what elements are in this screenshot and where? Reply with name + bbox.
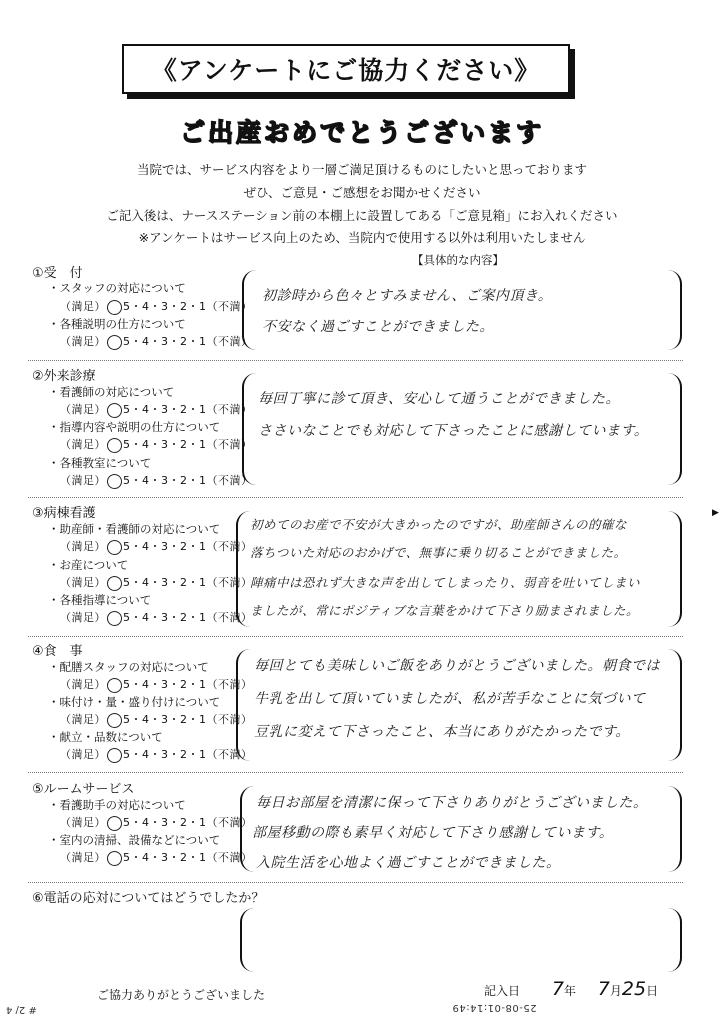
date-day: 25 <box>621 978 647 1000</box>
rating-scale <box>60 574 253 591</box>
scale-values: 5・4・3・2・1 <box>123 816 207 829</box>
intro-line-3: ご記入後は、ナースステーション前の本棚上に設置してある「ご意見箱」にお入れください <box>106 208 618 223</box>
scale-unsatisfied-label: （不満） <box>206 403 253 416</box>
date-month-unit: 月 <box>609 984 622 998</box>
scale-unsatisfied-label: （不満） <box>206 300 253 313</box>
rating-scale <box>60 298 253 315</box>
rating-mark <box>106 299 123 316</box>
section-title-meals: ④食 事 <box>32 644 83 659</box>
congratulations-heading: ご出産おめでとうございます <box>179 118 544 147</box>
comment-header: 【具体的な内容】 <box>412 253 504 267</box>
entry-date <box>484 978 658 1000</box>
handwritten-comment-line: ささいなことでも対応して下さったことに感謝しています。 <box>258 423 649 439</box>
item-guidance-explanation: ・指導内容や説明の仕方について <box>48 420 221 434</box>
item-nursing-assistant: ・看護助手の対応について <box>48 798 186 812</box>
rating-mark <box>106 677 123 694</box>
scale-satisfied-label: （満足） <box>60 713 106 726</box>
thank-you-message: ご協力ありがとうございました <box>97 988 266 1002</box>
date-month: 7 <box>597 978 610 1000</box>
scale-values: 5・4・3・2・1 <box>123 851 207 864</box>
item-delivery: ・お産について <box>48 558 129 572</box>
scale-unsatisfied-label: （不満） <box>206 540 253 553</box>
rating-scale <box>60 849 253 866</box>
rating-scale <box>60 609 253 626</box>
date-year: 7 <box>551 978 564 1000</box>
scale-values: 5・4・3・2・1 <box>123 540 207 553</box>
item-staff-response: ・スタッフの対応について <box>48 281 186 295</box>
rating-scale <box>60 472 253 489</box>
handwritten-comment-line: 不安なく過ごすことができました。 <box>262 319 494 335</box>
rating-mark <box>106 437 123 454</box>
scale-satisfied-label: （満足） <box>60 300 106 313</box>
handwritten-comment-line: 毎回丁寧に診て頂き、安心して通うことができました。 <box>258 391 620 407</box>
handwritten-comment-line: 毎回とても美味しいご飯をありがとうございました。朝食では <box>254 658 660 674</box>
handwritten-comment-line: 入院生活を心地よく過ごすことができました。 <box>256 855 561 871</box>
scale-values: 5・4・3・2・1 <box>123 611 207 624</box>
handwritten-comment-line: ましたが、常にポジティブな言葉をかけて下さり励まされました。 <box>250 603 640 618</box>
scale-satisfied-label: （満足） <box>60 403 106 416</box>
fax-page-number: # 2/ 4 <box>6 1004 37 1015</box>
scale-unsatisfied-label: （不満） <box>206 474 253 487</box>
rating-scale <box>60 333 253 350</box>
scale-satisfied-label: （満足） <box>60 748 106 761</box>
comment-box-phone-response[interactable] <box>240 908 682 972</box>
scale-unsatisfied-label: （不満） <box>206 678 253 691</box>
rating-mark <box>106 747 123 764</box>
scale-values: 5・4・3・2・1 <box>123 748 207 761</box>
handwritten-comment-line: 毎日お部屋を清潔に保って下さりありがとうございました。 <box>256 795 648 811</box>
rating-scale <box>60 746 253 763</box>
handwritten-comment-line: 部屋移動の際も素早く対応して下さり感謝しています。 <box>252 825 614 841</box>
item-classes: ・各種教室について <box>48 456 152 470</box>
intro-line-2: ぜひ、ご意見・ご感想をお聞かせください <box>243 185 481 200</box>
scale-values: 5・4・3・2・1 <box>123 403 207 416</box>
survey-title: 《アンケートにご協力ください》 <box>151 56 541 85</box>
handwritten-comment-line: 落ちついた対応のおかげで、無事に乗り切ることができました。 <box>250 545 627 560</box>
section-divider <box>28 882 683 883</box>
section-title-phone-response: ⑥電話の応対についてはどうでしたか？ <box>32 891 265 906</box>
rating-scale <box>60 436 253 453</box>
scale-unsatisfied-label: （不満） <box>206 335 253 348</box>
rating-scale <box>60 711 253 728</box>
rating-scale <box>60 676 253 693</box>
scale-unsatisfied-label: （不満） <box>206 851 253 864</box>
section-title-outpatient: ②外来診療 <box>32 369 96 384</box>
handwritten-comment-line: 初診時から色々とすみません、ご案内頂き。 <box>262 288 553 304</box>
item-taste-portion: ・味付け・量・盛り付けについて <box>48 695 221 709</box>
scale-satisfied-label: （満足） <box>60 438 106 451</box>
scale-values: 5・4・3・2・1 <box>123 300 207 313</box>
date-label: 記入日 <box>484 984 521 998</box>
item-menu-variety: ・献立・品数について <box>48 730 163 744</box>
scale-values: 5・4・3・2・1 <box>123 713 207 726</box>
section-divider <box>28 360 683 361</box>
intro-line-1: 当院では、サービス内容をより一層ご満足頂けるものにしたいと思っております <box>136 162 587 177</box>
scale-satisfied-label: （満足） <box>60 816 106 829</box>
survey-title-box <box>122 44 570 94</box>
rating-scale <box>60 538 253 555</box>
rating-scale <box>60 401 253 418</box>
scale-satisfied-label: （満足） <box>60 851 106 864</box>
intro-line-4: ※アンケートはサービス向上のため、当院内で使用する以外は利用いたしません <box>138 230 586 245</box>
triangle-marker-icon: ▶ <box>712 508 719 518</box>
handwritten-comment-line: 初めてのお産で不安が大きかったのですが、助産師さんの的確な <box>250 517 628 532</box>
handwritten-comment-line: 陣痛中は恐れず大きな声を出してしまったり、弱音を吐いてしまい <box>250 575 641 590</box>
section-divider <box>28 636 683 637</box>
date-day-unit: 日 <box>646 984 659 998</box>
rating-mark <box>106 473 123 490</box>
rating-mark <box>106 539 123 556</box>
rating-mark <box>106 815 123 832</box>
scale-values: 5・4・3・2・1 <box>123 474 207 487</box>
scale-values: 5・4・3・2・1 <box>123 335 207 348</box>
scale-satisfied-label: （満足） <box>60 474 106 487</box>
item-nurse-response: ・看護師の対応について <box>48 385 175 399</box>
item-room-cleaning: ・室内の清掃、設備などについて <box>48 833 221 847</box>
scale-satisfied-label: （満足） <box>60 611 106 624</box>
section-divider <box>28 497 683 498</box>
scale-unsatisfied-label: （不満） <box>206 438 253 451</box>
scale-unsatisfied-label: （不満） <box>206 611 253 624</box>
scale-unsatisfied-label: （不満） <box>206 713 253 726</box>
rating-mark <box>106 575 123 592</box>
rating-mark <box>106 850 123 867</box>
rating-mark <box>106 610 123 627</box>
item-serving-staff: ・配膳スタッフの対応について <box>48 660 209 674</box>
scale-unsatisfied-label: （不満） <box>206 748 253 761</box>
rating-mark <box>106 334 123 351</box>
section-title-room-service: ⑤ルームサービス <box>32 782 135 797</box>
scale-values: 5・4・3・2・1 <box>123 438 207 451</box>
scale-values: 5・4・3・2・1 <box>123 678 207 691</box>
date-year-unit: 年 <box>563 984 576 998</box>
scale-values: 5・4・3・2・1 <box>123 576 207 589</box>
scale-unsatisfied-label: （不満） <box>206 576 253 589</box>
item-instruction: ・各種指導について <box>48 593 152 607</box>
fax-timestamp: 25-08-01:14:49 <box>452 1002 537 1013</box>
item-midwife-response: ・助産師・看護師の対応について <box>48 522 221 536</box>
handwritten-comment-line: 豆乳に変えて下さったこと、本当にありがたかったです。 <box>254 724 630 740</box>
handwritten-comment-line: 牛乳を出して頂いていましたが、私が苦手なことに気づいて <box>254 691 646 707</box>
rating-mark <box>106 402 123 419</box>
scale-satisfied-label: （満足） <box>60 576 106 589</box>
section-title-reception: ①受 付 <box>32 266 83 281</box>
item-explanation-method: ・各種説明の仕方について <box>48 317 186 331</box>
section-divider <box>28 772 683 773</box>
section-title-ward-nursing: ③病棟看護 <box>32 506 96 521</box>
comment-box-reception[interactable] <box>242 270 682 350</box>
rating-scale <box>60 814 253 831</box>
scale-unsatisfied-label: （不満） <box>206 816 253 829</box>
rating-mark <box>106 712 123 729</box>
scale-satisfied-label: （満足） <box>60 540 106 553</box>
scale-satisfied-label: （満足） <box>60 335 106 348</box>
scale-satisfied-label: （満足） <box>60 678 106 691</box>
